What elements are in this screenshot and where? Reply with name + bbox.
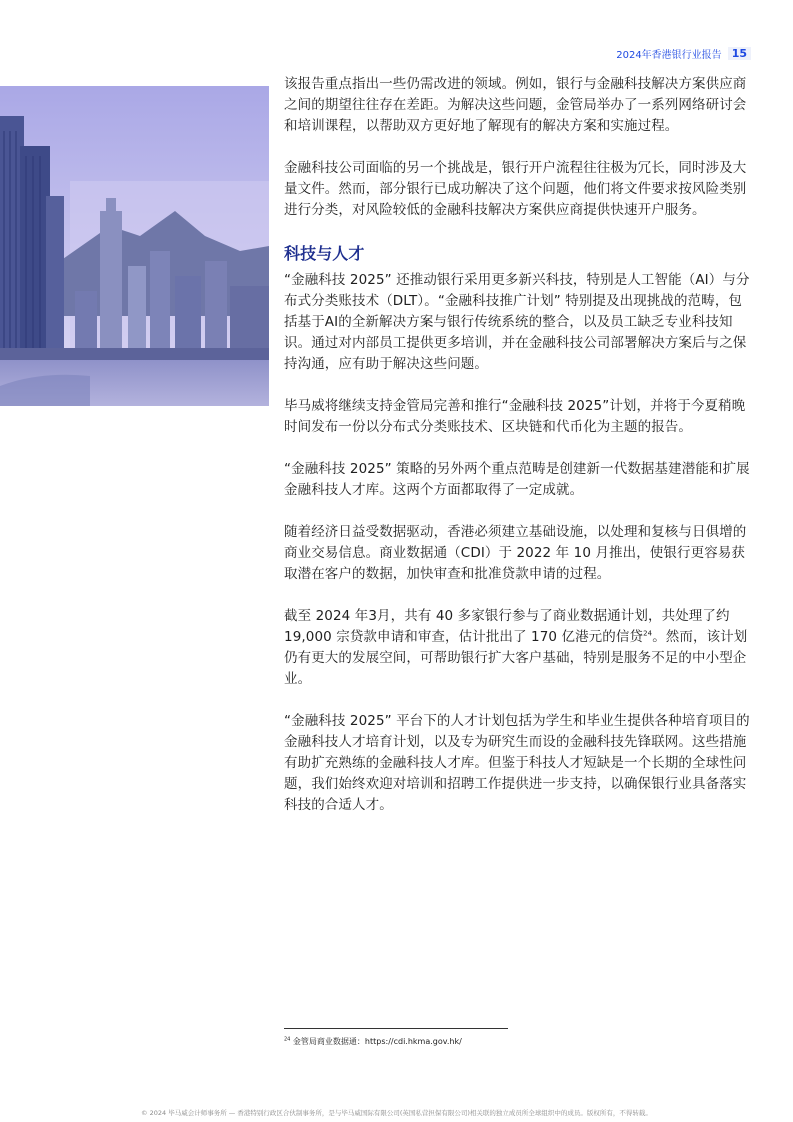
paragraph-5: “金融科技 2025” 策略的另外两个重点范畴是创建新一代数据基建潜能和扩展金融科技人才库。这两个方面都取得了一定成就。 bbox=[284, 461, 750, 498]
paragraph-1: 该报告重点指出一些仍需改进的领域。例如，银行与金融科技解决方案供应商之间的期望往往存在差距。为解决这些问题，金管局举办了一系列网络研讨会和培训课程，以帮助双方更好地了解现有的解决方案和实施过程。 bbox=[284, 76, 747, 134]
footnote-text[interactable]: 金管局商业数据通：https://cdi.hkma.gov.hk/ bbox=[292, 1037, 462, 1046]
paragraph-7-text-a: 截至 2024 年3月，共有 40 多家银行参与了商业数据通计划，共处理了约 19,000 宗贷款申请和审查，估计批出了 170 亿港元的信贷 bbox=[284, 608, 730, 645]
copyright-footer: © 2024 毕马威会计师事务所 — 香港特别行政区合伙制事务所，是与毕马威国际有限公司(英国私营担保有限公司)相关联的独立成员所全球组织中的成员。版权所有，不得转载。 bbox=[141, 1109, 652, 1117]
footnote-number: 24 bbox=[284, 1036, 291, 1043]
footnote-reference[interactable]: 24 bbox=[643, 629, 653, 638]
paragraph-7 bbox=[284, 606, 752, 690]
footnote bbox=[284, 1036, 462, 1047]
report-title: 2024年香港银行业报告 bbox=[616, 50, 722, 61]
page-number: 15 bbox=[728, 47, 751, 60]
page-header bbox=[616, 46, 751, 61]
paragraph-3: “金融科技 2025” 还推动银行采用更多新兴科技，特别是人工智能（AI）与分布式分类账技术（DLT）。“金融科技推广计划” 特别提及出现挑战的范畴，包括基于AI的全新解决方案与银行传统系统的整合，以及员工缺乏专业科技知识。通过对内部员工提供更多培训，并在金融科技公司部署解决方案后与之保持沟通，应有助于解决这些问题。 bbox=[284, 272, 750, 372]
paragraph-7-text-b: 。然而，该计划仍有更大的发展空间，可帮助银行扩大客户基础，特别是服务不足的中小型企业。 bbox=[284, 629, 748, 687]
section-heading: 科技与人才 bbox=[284, 244, 365, 263]
article-body bbox=[284, 74, 752, 837]
paragraph-8: “金融科技 2025” 平台下的人才计划包括为学生和毕业生提供各种培育项目的金融科技人才培育计划，以及专为研究生而设的金融科技先锋联网。这些措施有助扩充熟练的金融科技人才库。但鉴于科技人才短缺是一个长期的全球性问题，我们始终欢迎对培训和招聘工作提供进一步支持，以确保银行业具备落实科技的合适人才。 bbox=[284, 713, 750, 813]
hong-kong-skyline-photo bbox=[0, 86, 269, 406]
skyline-illustration bbox=[0, 86, 269, 406]
paragraph-6: 随着经济日益受数据驱动，香港必须建立基础设施，以处理和复核与日俱增的商业交易信息。商业数据通（CDI）于 2022 年 10 月推出，使银行更容易获取潜在客户的数据，加快审查和批准贷款申请的过程。 bbox=[284, 524, 747, 582]
paragraph-4: 毕马威将继续支持金管局完善和推行“金融科技 2025”计划，并将于今夏稍晚时间发布一份以分布式分类账技术、区块链和代币化为主题的报告。 bbox=[284, 398, 746, 435]
footnote-divider bbox=[284, 1028, 508, 1029]
paragraph-2: 金融科技公司面临的另一个挑战是，银行开户流程往往极为冗长，同时涉及大量文件。然而，部分银行已成功解决了这个问题，他们将文件要求按风险类别进行分类，对风险较低的金融科技解决方案供应商提供快速开户服务。 bbox=[284, 160, 747, 218]
